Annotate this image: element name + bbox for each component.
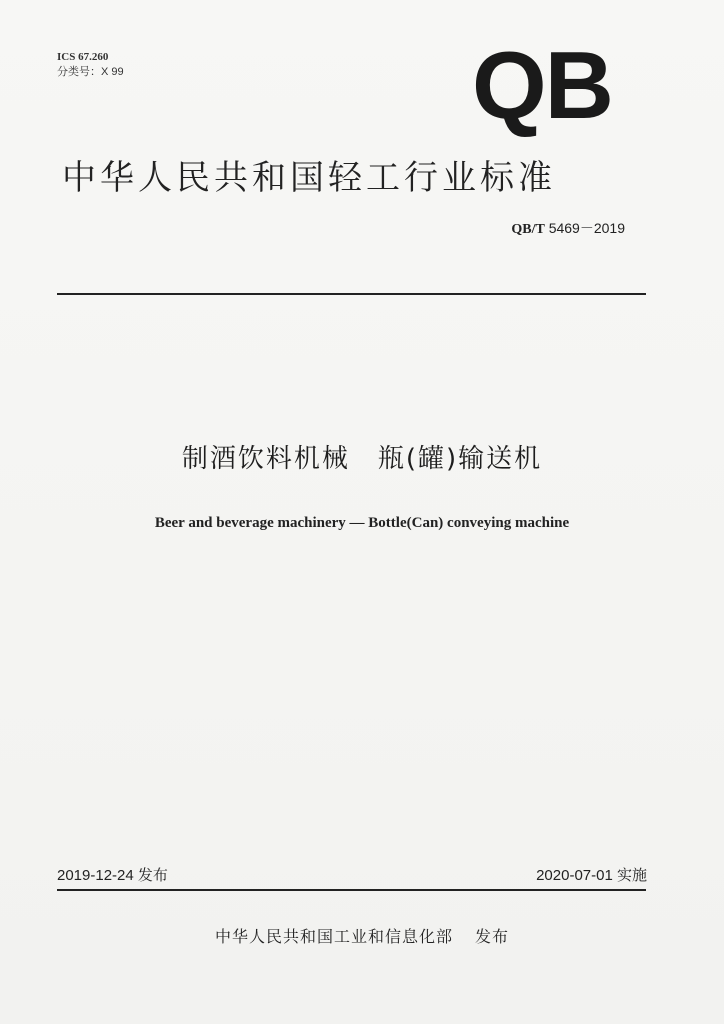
publisher-name: 中华人民共和国工业和信息化部 <box>214 927 453 946</box>
classification-code: 分类号：X 99 <box>57 66 124 78</box>
standard-prefix: QB/T <box>511 222 545 237</box>
document-title-en: Beer and beverage machinery — Bottle(Can) conveying machine <box>154 515 570 531</box>
ics-block <box>57 50 124 80</box>
bottom-divider <box>57 889 646 891</box>
top-divider <box>57 293 646 295</box>
publish-label: 发布 <box>475 927 510 946</box>
publisher-line <box>0 924 724 947</box>
standard-number <box>511 218 625 238</box>
standard-number-value: 5469－2019 <box>548 220 625 236</box>
implementation-date: 2020-07-01 实施 <box>536 867 647 884</box>
ics-code: ICS 67.260 <box>57 51 109 63</box>
document-title-cn: 制酒饮料机械 瓶(罐)输送机 <box>181 444 543 474</box>
industry-standard-title: 中华人民共和国轻工行业标准 <box>62 158 556 198</box>
qb-logo: QB <box>472 32 612 139</box>
issue-date: 2019-12-24 发布 <box>57 867 168 884</box>
